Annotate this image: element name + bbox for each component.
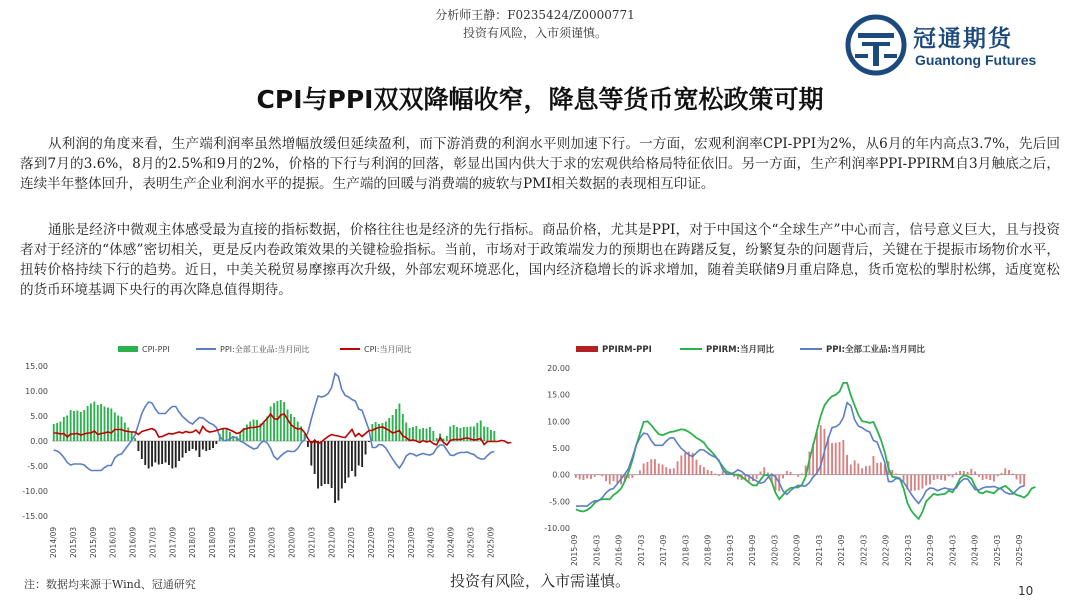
ppirm-ppi-bar xyxy=(955,473,957,475)
cpi-ppi-bar xyxy=(205,441,207,451)
x-tick-label: 2020/09 xyxy=(287,526,297,558)
x-tick-label: 2023/09 xyxy=(406,526,416,558)
ppirm-ppi-bar xyxy=(846,455,848,475)
x-tick-label: 2019/03 xyxy=(227,526,237,558)
cpi-ppi-bar xyxy=(175,441,177,468)
cpi-ppi-bar xyxy=(493,431,495,441)
x-tick-label: 2015/03 xyxy=(68,526,78,558)
y-tick-label: 0.00 xyxy=(30,437,48,446)
ppirm-ppi-bar xyxy=(933,475,935,480)
ppirm-ppi-bar xyxy=(899,474,901,475)
cpi-ppi-bar xyxy=(192,441,194,449)
legend-label: PPIRM:当月同比 xyxy=(706,345,775,355)
x-tick-label: 2025/09 xyxy=(486,526,496,558)
ppirm-ppi-bar xyxy=(948,475,950,477)
logo-text-cn: 冠通期货 xyxy=(913,26,1013,52)
ppirm-ppi-bar xyxy=(1023,475,1025,487)
x-tick-label: 2018/03 xyxy=(188,526,198,558)
ppirm-ppi-bar xyxy=(1016,475,1018,480)
cpi-ppi-bar xyxy=(104,407,106,442)
x-tick-label: 2022/03 xyxy=(347,526,357,558)
ppirm-ppi-bar xyxy=(579,475,581,480)
ppirm-ppi-bar xyxy=(590,475,592,479)
cpi-ppi-bar xyxy=(426,429,428,442)
cpi-ppi-bar xyxy=(280,400,282,441)
cpi-ppi-bar xyxy=(100,404,102,441)
x-tick-label: 2018/09 xyxy=(208,526,218,558)
x-tick-label: 2018-09 xyxy=(703,534,713,566)
ppirm-ppi-bar xyxy=(609,475,611,485)
ppirm-ppi-bar xyxy=(903,475,905,481)
cpi-ppi-bar xyxy=(436,438,438,441)
cpi-ppi-bar xyxy=(483,427,485,442)
y-tick-label: 15.00 xyxy=(25,362,48,371)
x-tick-label: 2017/03 xyxy=(148,526,158,558)
y-tick-label: 0.00 xyxy=(552,470,570,480)
ppirm-ppi-bar xyxy=(801,474,803,475)
cpi-ppi-bar xyxy=(110,409,112,442)
ppirm-ppi-bar xyxy=(786,471,788,475)
cpi-ppi-bar xyxy=(327,441,329,484)
y-tick-label: 5.00 xyxy=(552,444,570,453)
x-tick-label: 2024-03 xyxy=(948,534,958,566)
page-number: 10 xyxy=(1018,584,1034,598)
cpi-ppi-bar xyxy=(107,408,109,442)
cpi-ppi-bar xyxy=(93,402,95,442)
cpi-ppi-bar xyxy=(127,428,129,442)
cpi-ppi-bar xyxy=(429,427,431,441)
cpi-ppi-bar xyxy=(290,414,292,441)
cpi-ppi-bar xyxy=(182,441,184,458)
cpi-ppi-bar xyxy=(348,441,350,478)
ppirm-ppi-bar xyxy=(760,472,762,475)
x-tick-label: 2015-09 xyxy=(570,534,579,566)
cpi-ppi-bar xyxy=(341,441,343,489)
ppirm-ppi-bar xyxy=(940,475,942,480)
y-tick-label: -10.00 xyxy=(544,524,570,533)
cpi-ppi-bar xyxy=(188,441,190,451)
ppirm-ppi-bar xyxy=(974,472,976,475)
y-tick-label: 10.00 xyxy=(547,417,570,427)
cpi-ppi-bar xyxy=(138,441,140,451)
x-tick-label: 2020-03 xyxy=(770,534,780,566)
x-tick-label: 2021-09 xyxy=(837,534,847,566)
y-tick-label: 10.00 xyxy=(25,387,48,396)
ppirm-ppi-bar xyxy=(673,468,675,474)
ppirm-ppi-bar xyxy=(575,475,577,478)
cpi-ppi-bar xyxy=(253,420,255,442)
y-tick-label: 20.00 xyxy=(547,364,570,373)
ppirm-ppi-bar xyxy=(1019,475,1021,484)
cpi-ppi-bar xyxy=(154,441,156,463)
cpi-ppi-bar xyxy=(226,429,228,441)
ppirm-ppi-bar xyxy=(839,442,841,475)
cpi-ppi-bar xyxy=(449,427,451,442)
x-tick-label: 2017-03 xyxy=(636,534,646,566)
cpi-ppi-bar xyxy=(60,422,62,442)
ppirm-ppi-bar xyxy=(654,459,656,475)
x-tick-label: 2023-03 xyxy=(903,534,913,566)
paragraph-2: 通胀是经济中微观主体感受最为直接的指标数据，价格往往也是经济的先行指标。商品价格，尤其是PPI，对于中国这个“全球生产”中心而言，信号意义巨大，且与投资者对于经济的“体感”密切相关，更是反内卷政策效果的关键检验指标。当前，市场对于政策端发力的预期也在踌躇反复，纷繁复杂的问题背后，关键在于提振市场物价水平，扭转价格持续下行的趋势。近日，中美关税贸易摩擦再次升级，外部宏观环境恶化，国内经济稳增长的诉求增加，随着美联储9月重启降息，货币宽松的掣肘松绑，适度宽松的货币环境基调下央行的再次降息值得期待。 xyxy=(20,222,1060,298)
cpi-ppi-bar xyxy=(56,423,58,441)
cpi-ppi-bar xyxy=(490,430,492,441)
x-tick-label: 2025-09 xyxy=(1015,534,1025,566)
ppirm-ppi-bar xyxy=(850,465,852,475)
paragraph-1: 从利润的角度来看，生产端利润率虽然增幅放缓但延续盈利，而下游消费的利润水平则加速下行。一方面，宏观利润率CPI-PPI为2%，从6月的年内高点3.7%，先后回落到7月的3.6%，8月的2.5%和9月的2%，价格的下行与利润的回落，彰显出国内供大于求的宏观供给格局特征依旧。另一方面，生产利润率PPI-PPIRM自3月触底之后，连续半年整体回升，表明生产企业利润水平的提振。生产端的回暖与消费端的疲软与PMI相关数据的表现相互印证。 xyxy=(20,136,1060,192)
cpi-ppi-bar xyxy=(371,424,373,441)
ppirm-ppi-bar xyxy=(1008,470,1010,475)
cpi-ppi-bar xyxy=(161,441,163,464)
cpi-ppi-bar xyxy=(412,427,414,441)
x-tick-label: 2017-09 xyxy=(659,534,669,566)
ppirm-ppi-bar xyxy=(967,472,969,475)
ppirm-ppi-bar xyxy=(643,464,645,475)
legend-label: PPIRM-PPI xyxy=(602,345,652,355)
analyst-line: 分析师王静：F0235424/Z0000771 xyxy=(435,8,635,22)
ppirm-ppi-bar xyxy=(842,440,844,475)
cpi-ppi-bar xyxy=(90,404,92,442)
risk-warning-header: 投资有风险，入市须谨慎。 xyxy=(462,26,607,40)
y-tick-label: 15.00 xyxy=(547,390,570,400)
cpi-ppi-bar xyxy=(246,425,248,442)
ppirm-ppi-bar xyxy=(699,465,701,475)
ppirm-ppi-bar xyxy=(876,463,878,475)
x-tick-label: 2019-03 xyxy=(725,534,735,566)
ppirm-ppi-bar xyxy=(718,475,720,476)
cpi-ppi-bar xyxy=(83,410,85,441)
x-tick-label: 2023/03 xyxy=(386,526,396,558)
x-tick-label: 2020/03 xyxy=(267,526,277,558)
cpi-ppi-bar xyxy=(77,411,79,442)
cpi-ppi-bar xyxy=(202,441,204,450)
cpi-ppi-bar xyxy=(287,410,289,442)
x-tick-label: 2019/09 xyxy=(247,526,257,558)
cpi-ppi-bar xyxy=(171,441,173,469)
legend-label: PPI:全部工业品:当月同比 xyxy=(826,345,925,355)
ppirm-ppi-bar xyxy=(594,475,596,477)
ppirm-ppi-bar xyxy=(918,475,920,491)
cpi-ppi-bar xyxy=(256,420,258,441)
ppirm-ppi-bar xyxy=(963,471,965,475)
cpi-ppi-bar xyxy=(144,441,146,465)
cpi-ppi-bar xyxy=(378,424,380,441)
cpi-ppi-bar xyxy=(148,441,150,469)
x-tick-label: 2025/03 xyxy=(466,526,476,558)
ppirm-ppi-bar xyxy=(873,456,875,475)
cpi-ppi-bar xyxy=(263,423,265,442)
ppirm-ppi-bar xyxy=(895,474,897,475)
cpi-ppi-bar xyxy=(317,441,319,489)
ppirm-ppi-bar xyxy=(982,475,984,480)
x-tick-label: 2024/03 xyxy=(426,526,436,558)
risk-warning-footer: 投资有风险，入市需谨慎。 xyxy=(449,572,630,590)
ppirm-ppi-bar xyxy=(639,470,641,474)
ppirm-ppi-bar xyxy=(598,474,600,475)
ppirm-ppi-bar xyxy=(1001,473,1003,475)
cpi-ppi-bar xyxy=(185,441,187,453)
legend-label: CPI:当月同比 xyxy=(364,345,412,354)
cpi-ppi-bar xyxy=(338,441,340,501)
ppirm-ppi-bar xyxy=(880,462,882,474)
ppirm-ppi-bar xyxy=(763,467,765,475)
cpi-ppi-bar xyxy=(195,441,197,451)
ppirm-ppi-bar xyxy=(944,475,946,481)
guantong-logo-icon xyxy=(845,14,907,76)
x-tick-label: 2016-03 xyxy=(592,534,602,566)
cpi-ppi-bar xyxy=(158,441,160,465)
ppirm-ppi-bar xyxy=(997,475,999,477)
x-tick-label: 2020-09 xyxy=(792,534,802,566)
cpi-ppi-bar xyxy=(422,428,424,441)
cpi-ppi-bar xyxy=(199,441,201,457)
ppirm-ppi-bar xyxy=(857,464,859,475)
x-tick-label: 2021/03 xyxy=(307,526,317,558)
cpi-ppi-bar xyxy=(212,441,214,448)
legend-swatch xyxy=(118,346,138,352)
cpi-ppi-bar xyxy=(277,401,279,441)
cpi-ppi-bar xyxy=(361,441,363,467)
legend-swatch xyxy=(576,346,598,352)
x-tick-label: 2018-03 xyxy=(681,534,691,566)
cpi-ppi-bar xyxy=(80,412,82,441)
ppirm-ppi-bar xyxy=(929,475,931,485)
ppirm-ppi-bar xyxy=(869,466,871,475)
ppirm-ppi-bar xyxy=(658,464,660,475)
x-tick-label: 2022-03 xyxy=(859,534,869,566)
ppirm-series-line xyxy=(576,383,1036,519)
cpi-ppi-bar xyxy=(70,410,72,441)
ppirm-ppi-bar xyxy=(1012,474,1014,475)
cpi-ppi-bar xyxy=(73,411,75,441)
y-tick-label: -15.00 xyxy=(22,512,48,521)
cpi-ppi-bar xyxy=(178,441,180,461)
ppirm-ppi-bar xyxy=(925,475,927,486)
cpi-ppi-bar xyxy=(375,422,377,441)
ppirm-ppi-bar xyxy=(797,475,799,477)
ppirm-ppi-bar xyxy=(669,469,671,475)
ppirm-ppi-bar xyxy=(650,459,652,475)
ppirm-ppi-bar xyxy=(631,475,633,478)
ppirm-ppi-bar xyxy=(922,475,924,489)
ppirm-ppi-bar xyxy=(605,475,607,481)
ppirm-ppi-bar xyxy=(910,475,912,492)
x-tick-label: 2021-03 xyxy=(814,534,824,566)
ppirm-ppi-bar xyxy=(986,475,988,479)
company-logo xyxy=(845,14,1075,78)
cpi-ppi-bar xyxy=(324,441,326,484)
cpi-ppi-bar xyxy=(473,427,475,442)
ppirm-ppi-bar xyxy=(722,472,724,475)
ppirm-ppi-bar xyxy=(854,460,856,474)
ppirm-ppi-bar xyxy=(952,475,954,478)
cpi-ppi-bar xyxy=(314,441,316,474)
ppirm-ppi-bar xyxy=(914,475,916,491)
ppirm-ppi-bar xyxy=(756,475,758,479)
ppirm-ppi-bar xyxy=(865,466,867,475)
x-tick-label: 2019-09 xyxy=(748,534,758,566)
ppirm-ppi-bar xyxy=(613,475,615,481)
ppirm-ppi-bar xyxy=(680,456,682,475)
cpi-ppi-bar xyxy=(334,441,336,503)
cpi-ppi-bar xyxy=(97,405,99,441)
cpi-ppi-bar xyxy=(382,423,384,441)
cpi-ppi-bar xyxy=(395,409,397,441)
cpi-ppi-bar xyxy=(293,417,295,441)
logo-text-en: Guantong Futures xyxy=(915,52,1037,68)
cpi-ppi-bar xyxy=(344,441,346,483)
ppirm-ppi-bar xyxy=(790,472,792,475)
x-tick-label: 2016/03 xyxy=(108,526,118,558)
ppirm-ppi-bar xyxy=(989,475,991,480)
ppirm-ppi-bar xyxy=(816,433,818,475)
ppirm-ppi-bar xyxy=(583,475,585,480)
ppirm-ppi-bar xyxy=(937,475,939,479)
cpi-ppi-bar xyxy=(168,441,170,465)
cpi-ppi-bar xyxy=(446,436,448,441)
ppirm-ppi-bar xyxy=(707,470,709,475)
x-tick-label: 2016/09 xyxy=(128,526,138,558)
cpi-ppi-bar xyxy=(351,441,353,471)
cpi-ppi-bar xyxy=(385,422,387,442)
cpi-ppi-chart xyxy=(10,338,510,578)
x-tick-label: 2024/09 xyxy=(446,526,456,558)
x-tick-label: 2022-09 xyxy=(881,534,891,566)
cpi-ppi-bar xyxy=(453,425,455,441)
cpi-ppi-bar xyxy=(141,441,143,459)
cpi-ppi-bar xyxy=(368,441,370,442)
cpi-ppi-bar xyxy=(392,415,394,441)
x-tick-label: 2017/09 xyxy=(168,526,178,558)
cpi-ppi-bar xyxy=(134,438,136,441)
cpi-ppi-bar xyxy=(415,426,417,441)
cpi-ppi-bar xyxy=(419,429,421,441)
x-tick-label: 2023-09 xyxy=(926,534,936,566)
ppirm-ppi-bar xyxy=(601,475,603,477)
ppirm-ppi-bar xyxy=(970,469,972,475)
y-tick-label: -5.00 xyxy=(549,497,570,507)
cpi-ppi-bar xyxy=(87,406,89,441)
ppirm-ppi-bar xyxy=(959,471,961,475)
cpi-ppi-bar xyxy=(358,441,360,466)
ppirm-ppi-bar xyxy=(662,465,664,475)
analyst-info xyxy=(400,6,670,42)
cpi-ppi-bar xyxy=(209,441,211,450)
ppi-series-line xyxy=(576,403,1024,506)
data-source-note: 注：数据均来源于Wind、冠通研究 xyxy=(24,578,196,591)
ppirm-ppi-bar xyxy=(711,471,713,475)
x-tick-label: 2021/09 xyxy=(327,526,337,558)
cpi-ppi-bar xyxy=(117,416,119,442)
x-tick-label: 2016-09 xyxy=(614,534,624,566)
cpi-ppi-bar xyxy=(354,441,356,477)
ppirm-ppi-chart xyxy=(530,338,1040,566)
ppirm-ppi-bar xyxy=(993,475,995,482)
cpi-ppi-bar xyxy=(331,441,333,488)
cpi-ppi-bar xyxy=(297,422,299,442)
legend-label: PPI:全部工业品:当月同比 xyxy=(220,345,310,354)
ppirm-ppi-bar xyxy=(782,475,784,479)
ppirm-ppi-bar xyxy=(1004,468,1006,474)
ppirm-ppi-bar xyxy=(861,468,863,474)
ppirm-ppi-bar xyxy=(714,474,716,475)
cpi-ppi-bar xyxy=(273,403,275,441)
ppirm-ppi-chart-svg xyxy=(530,338,1040,566)
ppirm-ppi-bar xyxy=(665,467,667,475)
x-tick-label: 2025-03 xyxy=(992,534,1002,566)
y-tick-label: -5.00 xyxy=(27,462,48,471)
x-tick-label: 2015/09 xyxy=(88,526,98,558)
ppirm-ppi-bar xyxy=(696,460,698,475)
x-tick-label: 2024-09 xyxy=(970,534,980,566)
ppirm-ppi-bar xyxy=(978,475,980,477)
x-tick-label: 2014/09 xyxy=(49,526,58,558)
ppirm-ppi-bar xyxy=(586,475,588,479)
cpi-ppi-bar xyxy=(114,413,116,442)
cpi-ppi-bar xyxy=(165,441,167,463)
cpi-ppi-chart-svg xyxy=(10,338,510,578)
ppirm-ppi-bar xyxy=(677,461,679,474)
page-title: CPI与PPI双双降幅收窄，降息等货币宽松政策可期 xyxy=(256,85,824,114)
y-tick-label: 5.00 xyxy=(30,412,48,421)
cpi-ppi-bar xyxy=(310,441,312,466)
ppirm-ppi-bar xyxy=(703,467,705,475)
ppirm-ppi-bar xyxy=(835,443,837,475)
ppirm-ppi-bar xyxy=(831,443,833,475)
cpi-ppi-bar xyxy=(476,423,478,441)
cpi-ppi-bar xyxy=(283,402,285,441)
cpi-ppi-bar xyxy=(249,422,251,442)
cpi-ppi-bar xyxy=(487,427,489,441)
cpi-ppi-bar xyxy=(307,441,309,447)
cpi-ppi-bar xyxy=(63,417,65,441)
cpi-ppi-bar xyxy=(432,431,434,441)
y-tick-label: -10.00 xyxy=(22,487,48,496)
legend-label: CPI-PPI xyxy=(142,345,170,354)
cpi-ppi-bar xyxy=(151,441,153,467)
ppirm-ppi-bar xyxy=(647,462,649,475)
cpi-ppi-bar xyxy=(399,404,401,442)
cpi-ppi-bar xyxy=(321,441,323,486)
cpi-ppi-bar xyxy=(270,407,272,442)
x-tick-label: 2022/09 xyxy=(367,526,377,558)
cpi-ppi-bar xyxy=(365,441,367,455)
ppirm-ppi-bar xyxy=(684,453,686,475)
cpi-ppi-bar xyxy=(215,441,217,444)
